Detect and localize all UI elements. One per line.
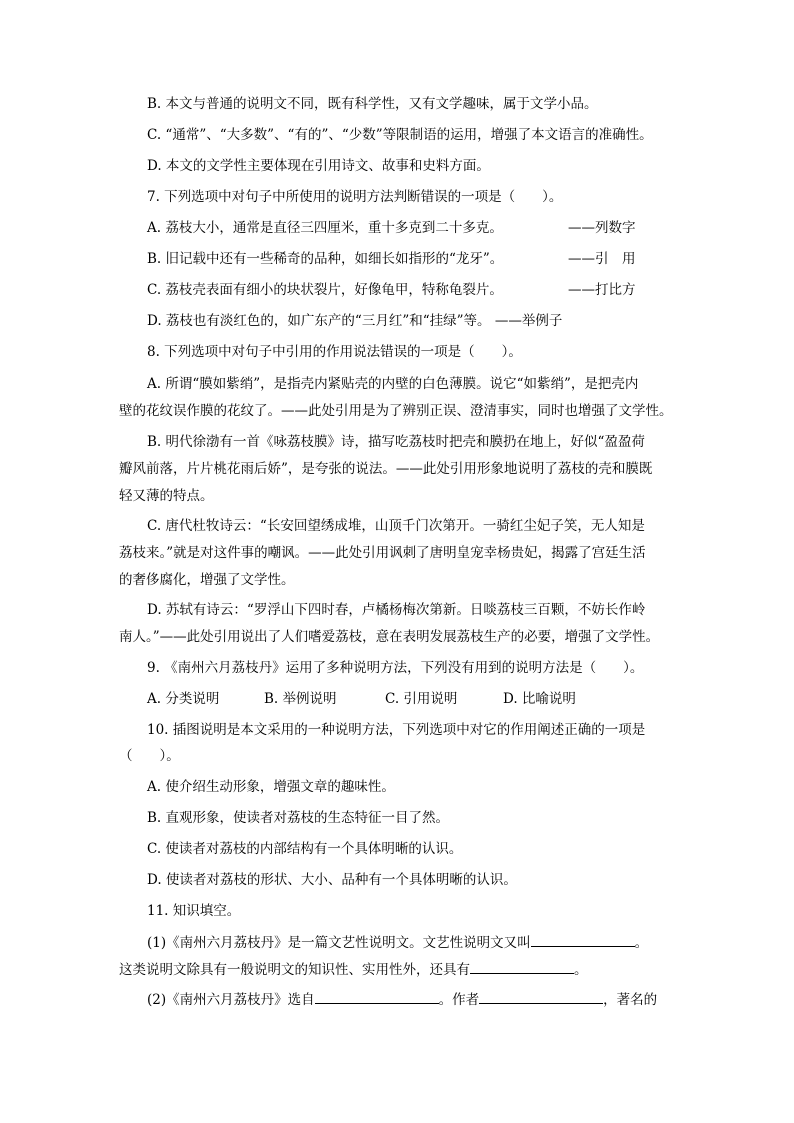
q6-option-d: D. 本文的文学性主要体现在引用诗文、故事和史料方面。 bbox=[147, 158, 490, 174]
q11-part1-line2 bbox=[119, 960, 588, 979]
question-7: 7. 下列选项中对句子中所使用的说明方法判断错误的一项是（ ）。 bbox=[147, 189, 563, 205]
q6-option-c: C. “通常”、“大多数”、“有的”、“少数”等限制语的运用，增强了本文语言的准确性。 bbox=[147, 127, 653, 143]
q11-part2-author-label: 。作者 bbox=[438, 992, 480, 1008]
q7-option-b-method: ——引 用 bbox=[568, 251, 636, 267]
q8-option-a-line1: A. 所谓“膜如紫绡”，是指壳内紧贴壳的内壁的白色薄膜。说它“如紫绡”，是把壳内 bbox=[147, 376, 639, 392]
q8-option-b-line3: 轻又薄的特点。 bbox=[119, 488, 214, 504]
answer-blank-3[interactable] bbox=[315, 990, 439, 1004]
q10-option-c: C. 使读者对荔枝的内部结构有一个具体明晰的认识。 bbox=[147, 841, 463, 857]
q7-option-d: D. 荔枝也有淡红色的，如广东产的“三月红”和“挂绿”等。 ——举例子 bbox=[147, 313, 563, 329]
q9-option-b: B. 举例说明 bbox=[264, 691, 337, 707]
q7-option-c: C. 荔枝壳表面有细小的块状裂片，好像龟甲，特称龟裂片。 bbox=[147, 282, 503, 298]
q7-option-a-method: ——列数字 bbox=[568, 220, 636, 236]
q8-option-b-line1: B. 明代徐渤有一首《咏荔枝膜》诗，描写吃荔枝时把壳和膜扔在地上，好似“盈盈荷 bbox=[147, 434, 645, 450]
question-11: 11. 知识填空。 bbox=[147, 903, 241, 919]
q8-option-c-line3: 的奢侈腐化，增强了文学性。 bbox=[119, 572, 295, 588]
answer-blank-4[interactable] bbox=[479, 990, 603, 1004]
q11-part1-text2: 这类说明文除具有一般说明文的知识性、实用性外，还具有 bbox=[119, 962, 470, 978]
q9-option-d: D. 比喻说明 bbox=[503, 691, 576, 707]
q9-option-a: A. 分类说明 bbox=[147, 691, 220, 707]
question-9: 9. 《南州六月荔枝丹》运用了多种说明方法，下列没有用到的说明方法是（ ）。 bbox=[147, 660, 644, 676]
q8-option-d-line1: D. 苏轼有诗云：“罗浮山下四时春，卢橘杨梅次第新。日啖荔枝三百颗，不妨长作岭 bbox=[147, 602, 646, 618]
question-10-line1: 10. 插图说明是本文采用的一种说明方法，下列选项中对它的作用阐述正确的一项是 bbox=[147, 722, 646, 738]
q9-option-c: C. 引用说明 bbox=[385, 691, 458, 707]
q11-part1-end: 。 bbox=[634, 935, 649, 951]
q8-option-c-line1: C. 唐代杜牧诗云：“长安回望绣成堆，山顶千门次第开。一骑红尘妃子笑，无人知是 bbox=[147, 518, 645, 534]
q7-option-a: A. 荔枝大小，通常是直径三四厘米，重十多克到二十多克。 bbox=[147, 220, 503, 236]
q11-part2-end: ，著名的 bbox=[603, 992, 658, 1008]
q7-option-b: B. 旧记载中还有一些稀奇的品种，如细长如指形的“龙牙”。 bbox=[147, 251, 504, 267]
q8-option-b-line2: 瓣风前落，片片桃花雨后娇”，是夸张的说法。——此处引用形象地说明了荔枝的壳和膜既 bbox=[119, 461, 653, 477]
q8-option-d-line2: 南人。”——此处引用说出了人们嗜爱荔枝，意在表明发展荔枝生产的必要，增强了文学性。 bbox=[119, 629, 660, 645]
question-8: 8. 下列选项中对句子中引用的作用说法错误的一项是（ ）。 bbox=[147, 344, 522, 360]
q11-part1-text: (1)《南州六月荔枝丹》是一篇文艺性说明文。文艺性说明文又叫 bbox=[147, 935, 531, 951]
answer-blank-1[interactable] bbox=[531, 933, 635, 947]
q10-option-b: B. 直观形象，使读者对荔枝的生态特征一目了然。 bbox=[147, 810, 450, 826]
q8-option-c-line2: 荔枝来。”就是对这件事的嘲讽。——此处引用讽刺了唐明皇宠幸杨贵妃，揭露了宫廷生活 bbox=[119, 545, 646, 561]
q7-option-c-method: ——打比方 bbox=[568, 282, 636, 298]
q11-part2-text: (2)《南州六月荔枝丹》选自 bbox=[147, 992, 315, 1008]
q6-option-b: B. 本文与普通的说明文不同，既有科学性，又有文学趣味，属于文学小品。 bbox=[147, 96, 598, 112]
q10-option-d: D. 使读者对荔枝的形状、大小、品种有一个具体明晰的认识。 bbox=[147, 872, 517, 888]
q11-part1-line1 bbox=[147, 933, 648, 952]
q8-option-a-line2: 壁的花纹误作膜的花纹了。——此处引用是为了辨别正误、澄清事实，同时也增强了文学性。 bbox=[119, 403, 673, 419]
q10-option-a: A. 使介绍生动形象，增强文章的趣味性。 bbox=[147, 779, 395, 795]
q11-part2-line1 bbox=[147, 990, 657, 1009]
question-10-line2: （ ）。 bbox=[119, 748, 180, 764]
answer-blank-2[interactable] bbox=[470, 960, 574, 974]
q11-part1-end2: 。 bbox=[574, 962, 588, 978]
